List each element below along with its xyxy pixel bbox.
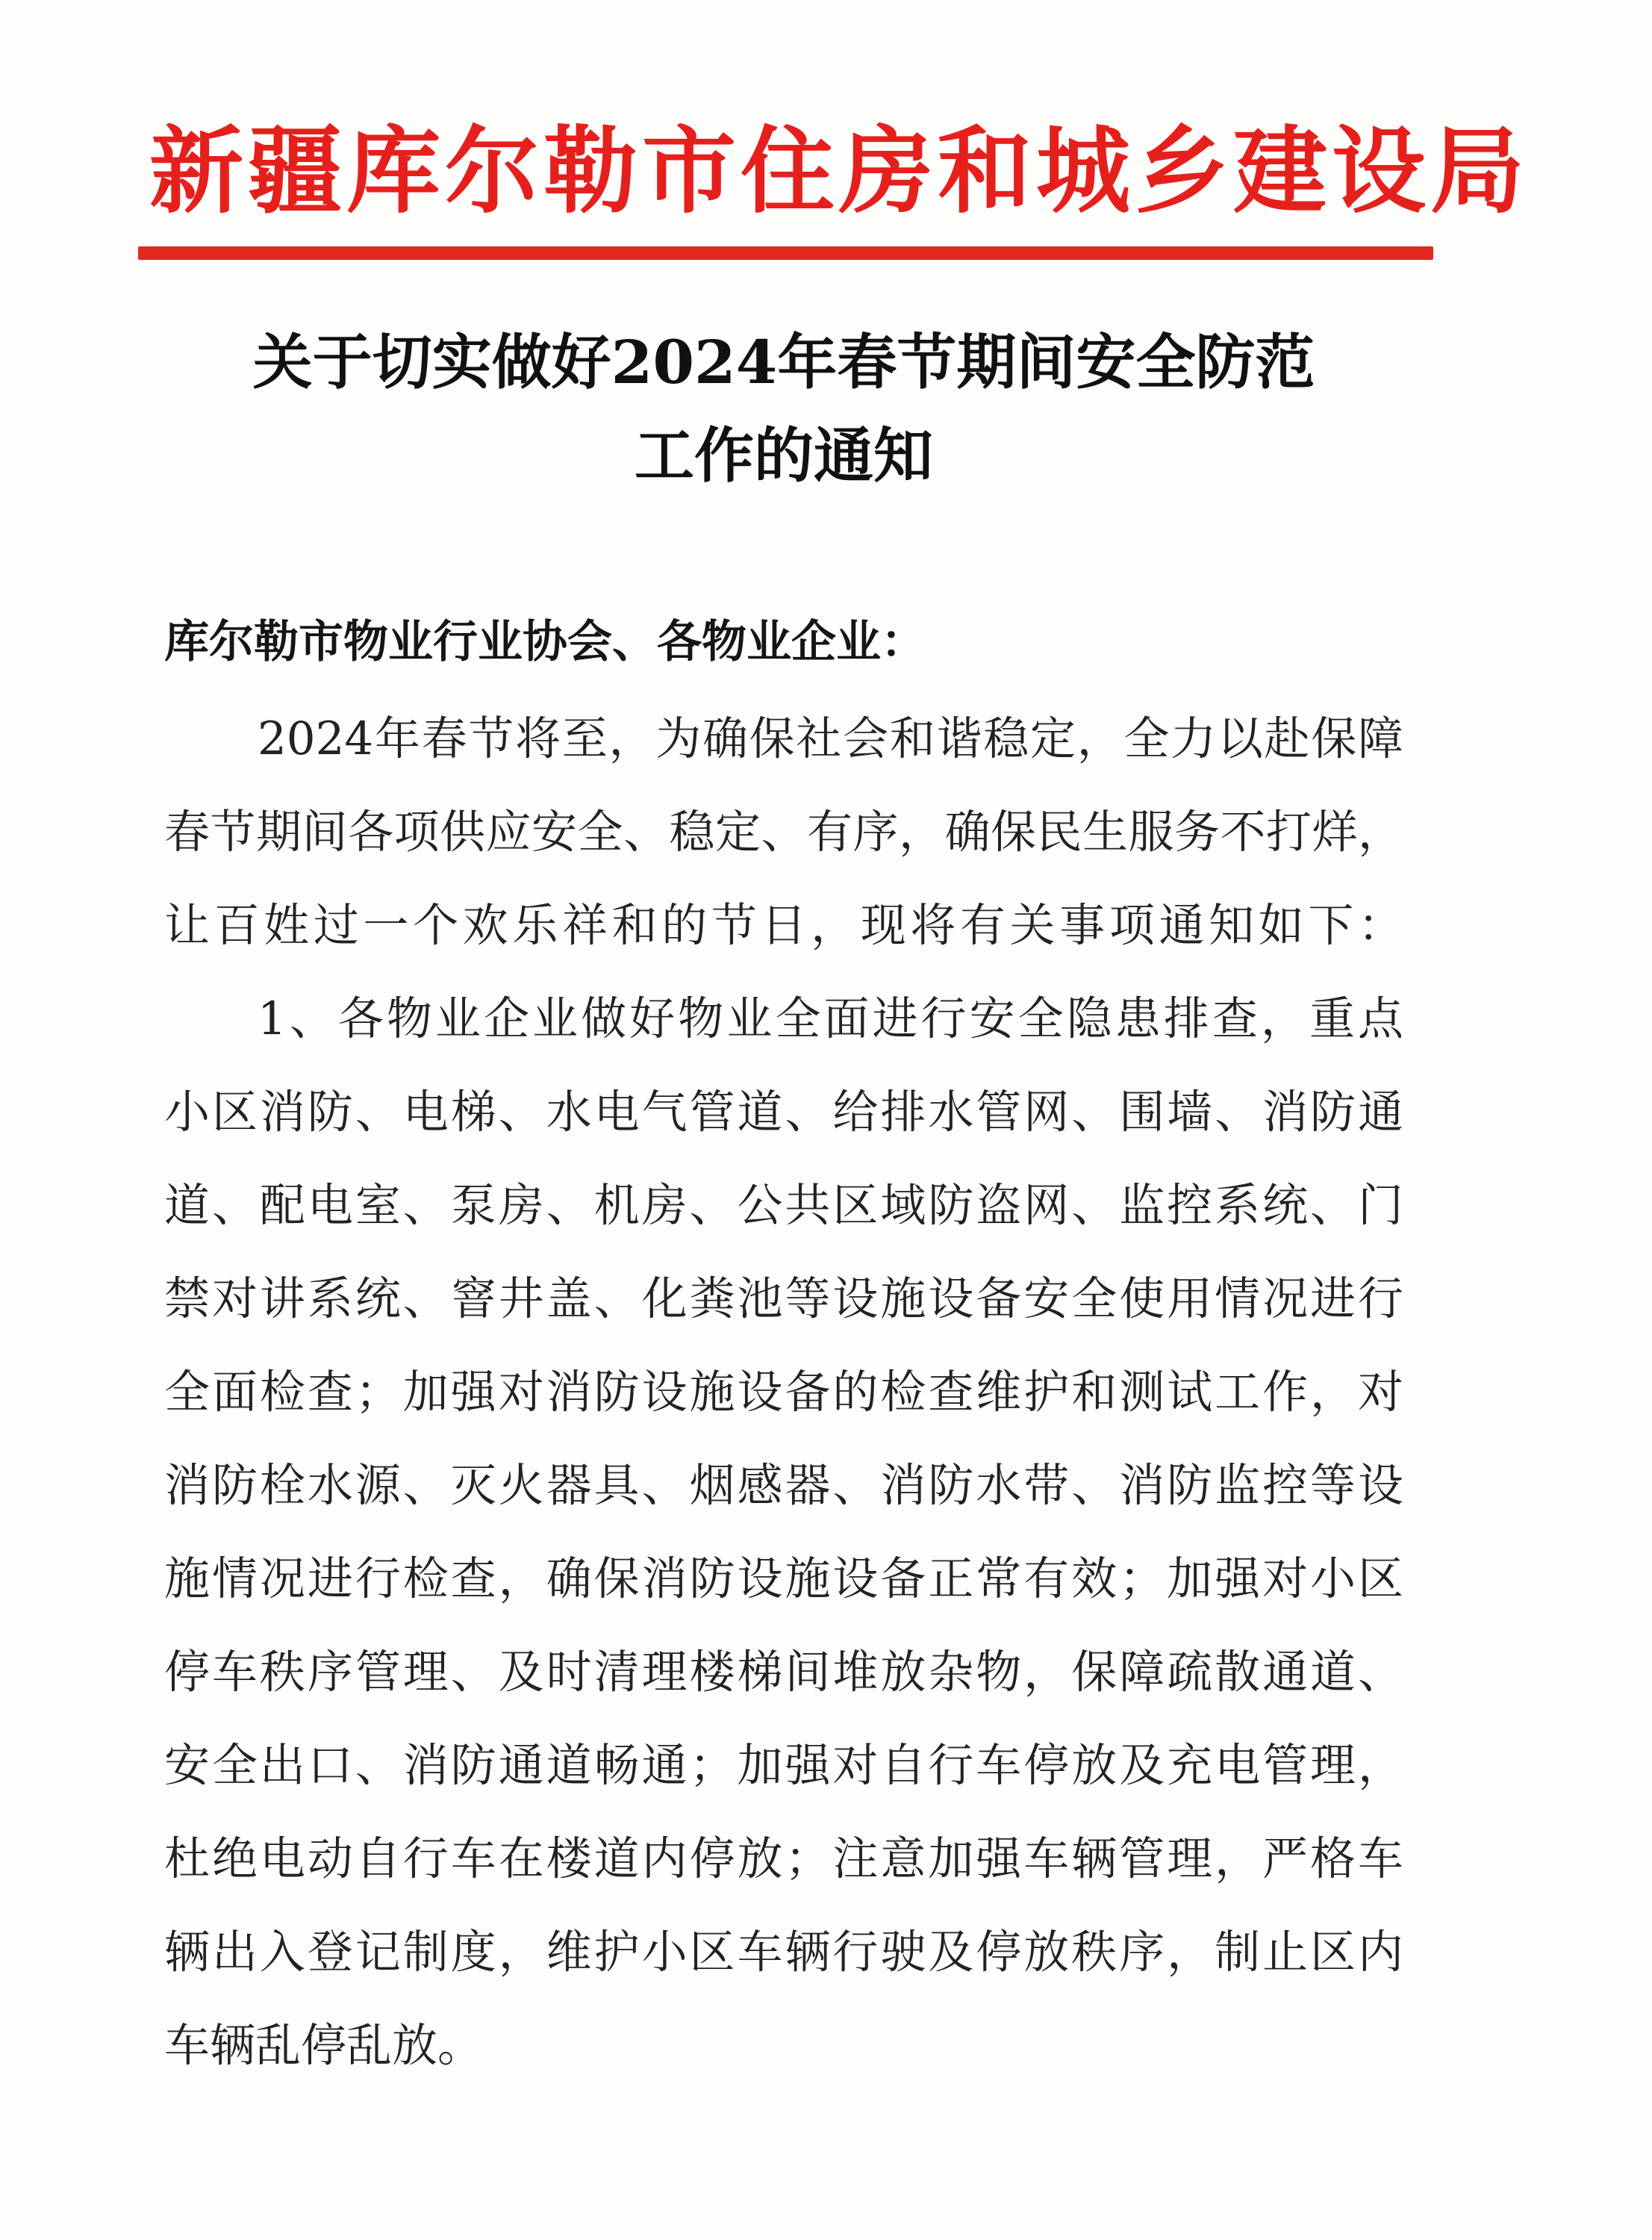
document-title-line-2: 工作的通知 (635, 420, 933, 491)
body-line: 春节期间各项供应安全、稳定、有序，确保民生服务不打烊， (164, 806, 1403, 859)
body-line: 辆出入登记制度，维护小区车辆行驶及停放秩序，制止区内 (164, 1926, 1403, 1979)
body-line-last: 车辆乱停乱放。 (164, 2019, 484, 2072)
body-line: 杜绝电动自行车在楼道内停放；注意加强车辆管理，严格车 (164, 1832, 1403, 1885)
body-line: 2024年春节将至，为确保社会和谐稳定，全力以赴保障 (258, 712, 1403, 765)
body-line: 禁对讲系统、窨井盖、化粪池等设施设备安全使用情况进行 (164, 1272, 1403, 1325)
body-line: 全面检查；加强对消防设施设备的检查维护和测试工作，对 (164, 1366, 1403, 1419)
body-line: 道、配电室、泵房、机房、公共区域防盗网、监控系统、门 (164, 1179, 1403, 1232)
body-line: 消防栓水源、灭火器具、烟感器、消防水带、消防监控等设 (164, 1459, 1403, 1512)
body-line: 施情况进行检查，确保消防设施设备正常有效；加强对小区 (164, 1552, 1403, 1605)
salutation: 库尔勒市物业行业协会、各物业企业： (164, 616, 926, 668)
body-line: 小区消防、电梯、水电气管道、给排水管网、围墙、消防通 (164, 1086, 1403, 1139)
body-line: 让百姓过一个欢乐祥和的节日，现将有关事项通知如下： (164, 899, 1403, 952)
body-line: 停车秩序管理、及时清理楼梯间堆放杂物，保障疏散通道、 (164, 1646, 1403, 1699)
letterhead-red-rule (138, 246, 1433, 260)
body-line: 安全出口、消防通道畅通；加强对自行车停放及充电管理， (164, 1739, 1403, 1792)
document-title-line-1: 关于切实做好2024年春节期间安全防范 (252, 327, 1315, 397)
body-line: 1、各物业企业做好物业全面进行安全隐患排查，重点 (258, 992, 1403, 1045)
letterhead-org-name: 新疆库尔勒市住房和城乡建设局 (149, 116, 1529, 226)
